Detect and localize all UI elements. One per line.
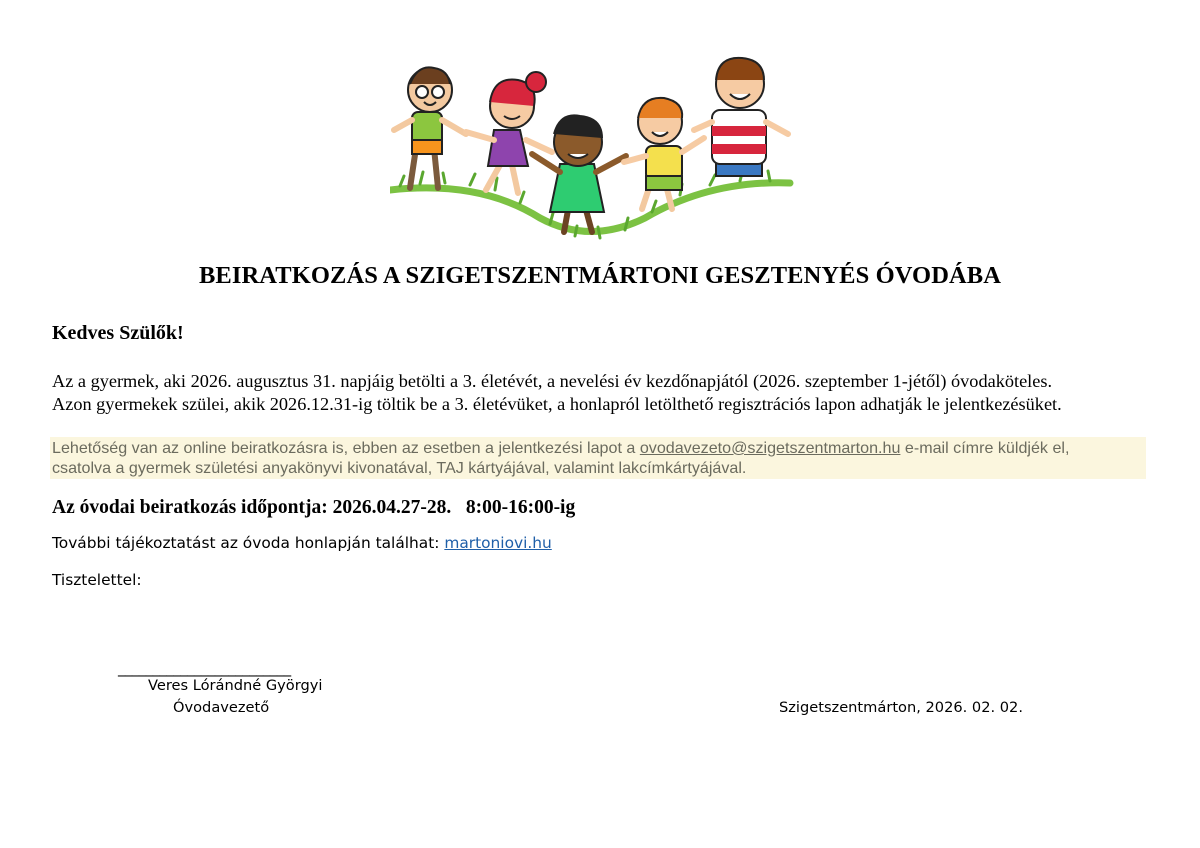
place-and-date: Szigetszentmárton, 2026. 02. 02.: [779, 699, 1023, 716]
more-info-text: További tájékoztatást az óvoda honlapján találhat:: [52, 534, 445, 552]
online-note-text: e-mail címre küldjék el,: [900, 439, 1070, 457]
paragraph-line: Az a gyermek, aki 2026. augusztus 31. napjáig betölti a 3. életévét, a nevelési év kezdőnapjától (2026. szeptember 1-jétől) óvodaköteles.: [52, 371, 1053, 391]
greeting: Kedves Szülők!: [52, 322, 184, 344]
more-info-line: [52, 534, 552, 552]
page-title: BEIRATKOZÁS A SZIGETSZENTMÁRTONI GESZTENYÉS ÓVODÁBA: [198, 262, 1002, 289]
enrollment-date: Az óvodai beiratkozás időpontja: 2026.04.27-28. 8:00-16:00-ig: [52, 497, 576, 518]
email-link[interactable]: ovodavezeto@szigetszentmarton.hu: [639, 439, 901, 457]
paragraph-line: Azon gyermekek szülei, akik 2026.12.31-ig töltik be a 3. életévüket, a honlapról letölthető regisztrációs lapon adhatják le jelentkezésüket.: [52, 394, 1062, 414]
eligibility-paragraph: [52, 370, 1062, 416]
closing-regards: Tisztelettel:: [52, 571, 142, 589]
signatory-name: Veres Lórándné Györgyi: [148, 677, 323, 694]
signatory-role: Óvodavezető: [173, 699, 270, 716]
children-holding-hands-illustration: [390, 40, 810, 255]
signature-line: _________________________: [118, 659, 291, 677]
online-note-line: [52, 438, 1069, 458]
website-link[interactable]: martoniovi.hu: [444, 534, 552, 552]
online-enrollment-note: [52, 438, 1069, 478]
online-note-line: csatolva a gyermek születési anyakönyvi kivonatával, TAJ kártyájával, valamint lakcímkártyájával.: [52, 459, 747, 477]
online-note-text: Lehetőség van az online beiratkozásra is, ebben az esetben a jelentkezési lapot a: [52, 439, 640, 457]
